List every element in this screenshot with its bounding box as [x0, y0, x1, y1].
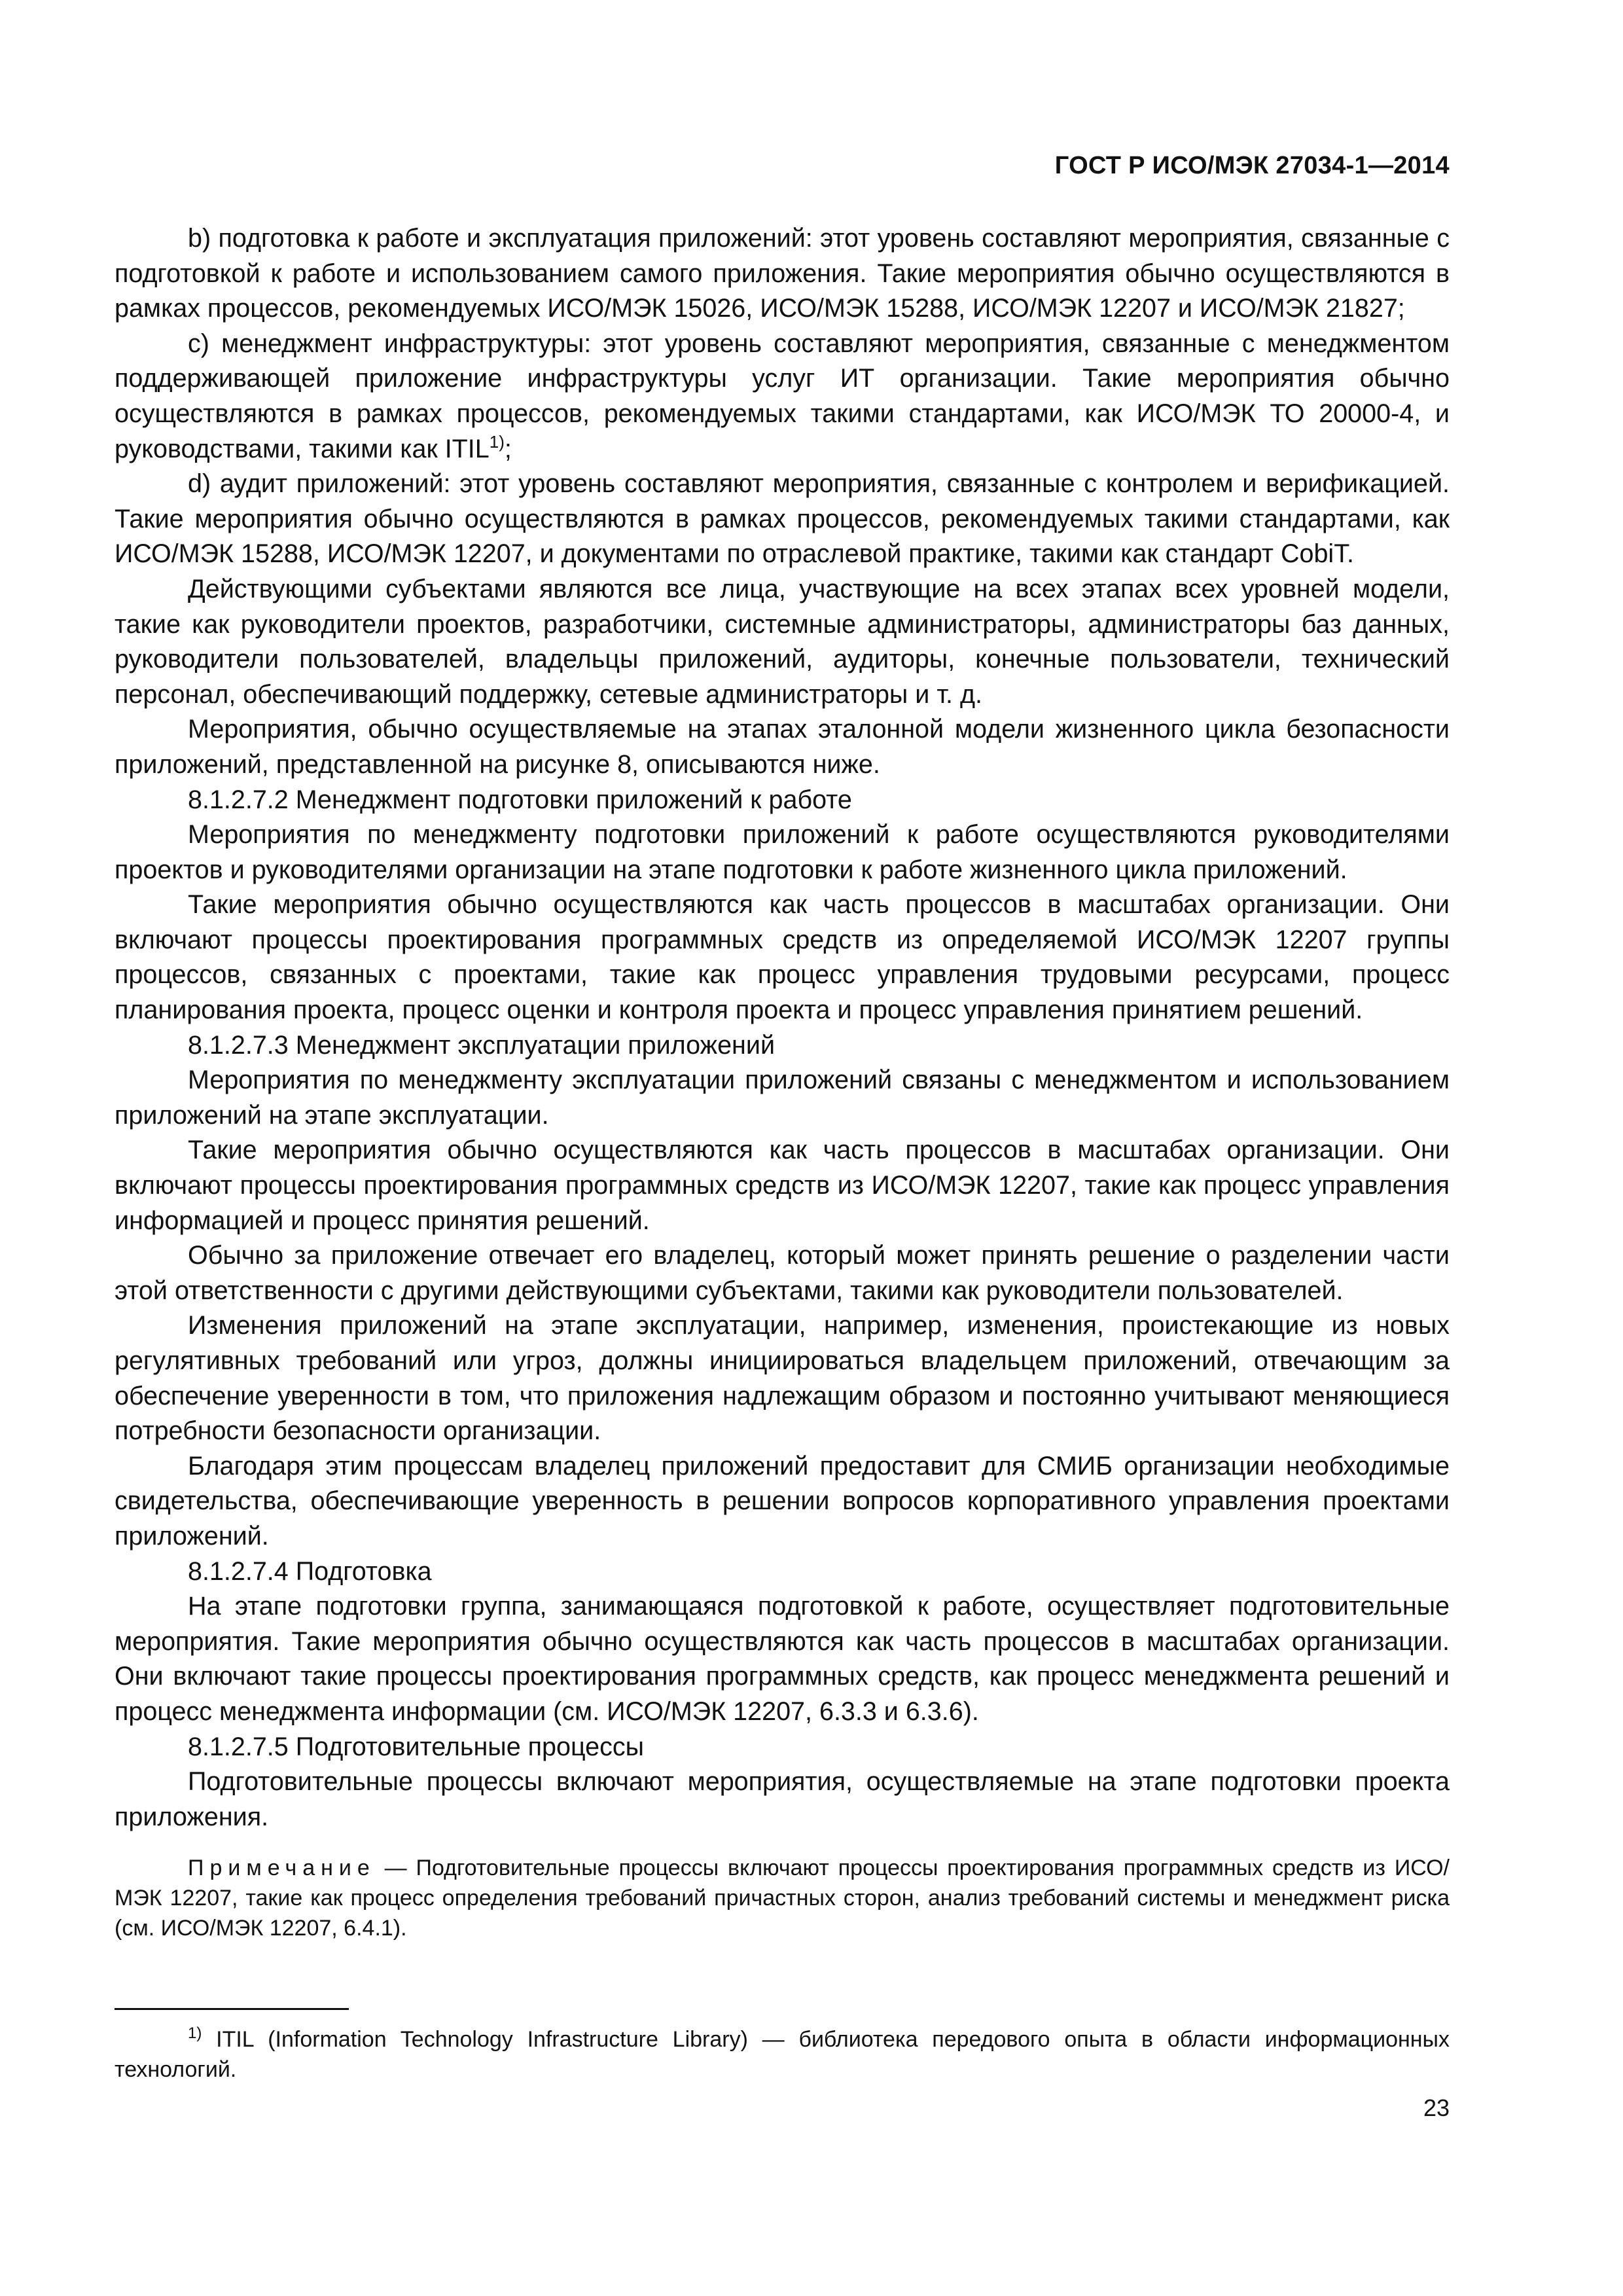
note-label: Примечание	[188, 1856, 376, 1881]
main-text	[115, 221, 1450, 1943]
footnote-reference[interactable]: 1)	[489, 431, 505, 452]
list-item-c-end: ;	[504, 434, 512, 463]
paragraph: Мероприятия по менеджменту эксплуатации приложений связаны с менеджментом и использованием приложений на этапе эксплуатации.	[115, 1066, 1450, 1130]
list-item-c	[115, 327, 1450, 467]
note	[115, 1853, 1450, 1943]
paragraph: Благодаря этим процессам владелец приложений предоставит для СМИБ организации необходимые свидетельства, обеспечивающие уверенность в решении вопросов корпоративного управления проектами приложений.	[115, 1451, 1450, 1551]
document-code-header: ГОСТ Р ИСО/МЭК 27034-1—2014	[1054, 152, 1450, 179]
paragraph: Изменения приложений на этапе эксплуатации, например, изменения, проистекающие из новых регулятивных требований или угроз, должны инициироваться владельцем приложений, отвечающим за обеспечение уверенности в том, что приложения надлежащим образом и постоянно учитывают меняющиеся потребности безопасности организации.	[115, 1311, 1450, 1446]
paragraph: Такие мероприятия обычно осуществляются как часть процессов в масштабах организации. Они включают процессы проектирования программных средств из ИСО/МЭК 12207, такие как процесс управления информацией и процесс принятия решений.	[115, 1136, 1450, 1235]
list-item-d: d) аудит приложений: этот уровень составляют мероприятия, связанные с контролем и верификацией. Такие мероприятия обычно осуществляются в рамках процессов, рекомендуемых такими стандартами, как ИСО/МЭК 15288, ИСО/МЭК 12207, и документами по отраслевой практике, такими как стандарт CobiT.	[115, 469, 1450, 569]
paragraph: Мероприятия, обычно осуществляемые на этапах эталонной модели жизненного цикла безопасности приложений, представленной на рисунке 8, описываются ниже.	[115, 715, 1450, 779]
paragraph: Действующими субъектами являются все лица, участвующие на всех этапах всех уровней модели, такие как руководители проектов, разработчики, системные администраторы, администраторы баз данных, руководители пользователей, владельцы приложений, аудиторы, конечные пользователи, технический персонал, обеспечивающий поддержку, сетевые администраторы и т. д.	[115, 574, 1450, 709]
page-number: 23	[1423, 2094, 1450, 2121]
paragraph: Подготовительные процессы включают мероприятия, осуществляемые на этапе подготовки проекта приложения.	[115, 1767, 1450, 1831]
paragraph: Обычно за приложение отвечает его владелец, который может принять решение о разделении части этой ответственности с другими действующими субъектами, такими как руководители пользователей.	[115, 1241, 1450, 1305]
section-heading: 8.1.2.7.5 Подготовительные процессы	[188, 1732, 644, 1761]
section-heading: 8.1.2.7.4 Подготовка	[188, 1556, 432, 1586]
section-heading: 8.1.2.7.3 Менеджмент эксплуатации приложений	[188, 1030, 776, 1060]
paragraph: Мероприятия по менеджменту подготовки приложений к работе осуществляются руководителями проектов и руководителями организации на этапе подготовки к работе жизненного цикла приложений.	[115, 820, 1450, 884]
footnote-marker: 1)	[188, 2024, 202, 2042]
paragraph: На этапе подготовки группа, занимающаяся подготовкой к работе, осуществляет подготовительные мероприятия. Такие мероприятия обычно осуществляются как часть процессов в масштабах организации. Они включают такие процессы проектирования программных средств, как процесс менеджмента решений и процесс менеджмента информации (см. ИСО/МЭК 12207, 6.3.3 и 6.3.6).	[115, 1592, 1450, 1726]
paragraph: Такие мероприятия обычно осуществляются как часть процессов в масштабах организации. Они включают процессы проектирования программных средств из определяемой ИСО/МЭК 12207 группы процессов, связанных с проектами, такие как процесс управления трудовыми ресурсами, процесс планирования проекта, процесс оценки и контроля проекта и процесс управления принятием решений.	[115, 890, 1450, 1025]
note-text: — Подготовительные процессы включают процессы проектирования программных средств из ИСО/МЭК 12207, такие как процесс определения требований причастных сторон, анализ требований системы и менеджмент риска (см. ИСО/МЭК 12207, 6.4.1).	[115, 1856, 1450, 1941]
footnote-text: ITIL (Information Technology Infrastructure Library) — библиотека передового опыта в области информационных технологий.	[115, 2027, 1450, 2082]
footnote	[115, 2024, 1450, 2085]
list-item-c-text: c) менеджмент инфраструктуры: этот уровень составляют мероприятия, связанные с менеджментом поддерживающей приложение инфраструктуры услуг ИТ организации. Такие мероприятия обычно осуществляются в рамках процессов, рекомендуемых такими стандартами, как ИСО/МЭК ТО 20000-4, и руководствами, такими как ITIL	[115, 329, 1450, 463]
section-heading: 8.1.2.7.2 Менеджмент подготовки приложений к работе	[188, 785, 852, 814]
list-item-b: b) подготовка к работе и эксплуатация приложений: этот уровень составляют мероприятия, связанные с подготовкой к работе и использованием самого приложения. Такие мероприятия обычно осуществляются в рамках процессов, рекомендуемых ИСО/МЭК 15026, ИСО/МЭК 15288, ИСО/МЭК 12207 и ИСО/МЭК 21827;	[115, 224, 1450, 323]
footnote-divider	[115, 2008, 349, 2010]
